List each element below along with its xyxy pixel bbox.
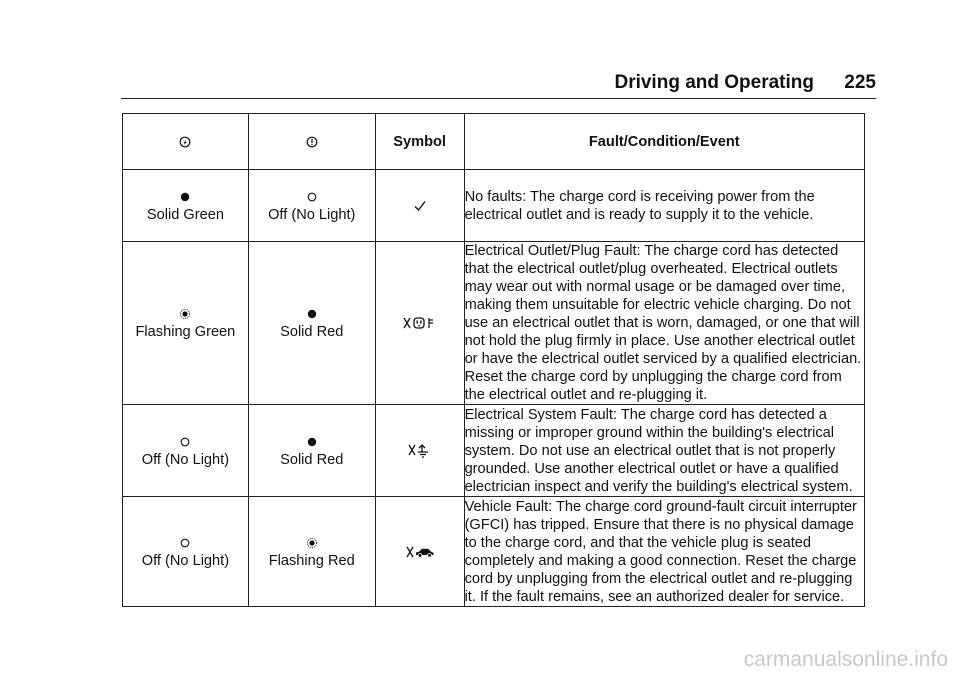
solid-light-icon (180, 192, 190, 202)
fault-indicator-table (122, 113, 865, 607)
power-indicator-icon (179, 136, 191, 148)
page-number: 225 (844, 72, 876, 93)
indicator2-cell (248, 497, 375, 607)
flashing-light-icon (306, 537, 318, 549)
column-header-power (123, 114, 249, 170)
indicator2-label: Flashing Red (268, 552, 355, 569)
column-header-fault (248, 114, 375, 170)
off-light-icon (180, 437, 190, 447)
indicator1-label: Flashing Green (135, 324, 236, 340)
checkmark-icon (413, 199, 427, 213)
description-cell: Electrical Outlet/Plug Fault: The charge cord has detected that the electrical outlet/plug overheated. Electrical outlets may wear out with normal usage or be damaged over time, making them unsuitable for electric vehicle charging. Do not use an electrical outlet that is worn, damaged, or one that will not hold the plug firmly in place. Use another electrical outlet or have the electrical outlet serviced by a qualified electrician. Reset the charge cord by unplugging the charge cord from the electrical outlet and re-plugging it. (464, 242, 864, 405)
indicator1-label: Off (No Light) (141, 451, 230, 468)
indicator1-cell (123, 170, 249, 242)
table-row (123, 497, 865, 607)
table-row (123, 170, 865, 242)
table-row (123, 242, 865, 405)
indicator2-cell (248, 405, 375, 497)
symbol-cell (375, 405, 464, 497)
flashing-light-icon (179, 308, 191, 320)
symbol-cell (375, 497, 464, 607)
indicator2-cell (248, 170, 375, 242)
description-cell: Electrical System Fault: The charge cord has detected a missing or improper ground within the building's electrical system. Do not use an electrical outlet that is not properly grounded. Use another electrical outlet or have a qualified electrician inspect and verify the building's electrical system. (464, 405, 864, 497)
indicator1-cell (123, 405, 249, 497)
symbol-cell (375, 170, 464, 242)
indicator1-label: Off (No Light) (141, 552, 230, 569)
indicator1-cell (123, 242, 249, 405)
off-light-icon (307, 192, 317, 202)
outlet-plug-fault-icon (402, 316, 438, 330)
solid-light-icon (307, 437, 317, 447)
indicator2-label: Solid Red (280, 451, 344, 468)
description-cell: No faults: The charge cord is receiving power from the electrical outlet and is ready to supply it to the vehicle. (464, 170, 864, 242)
column-header-symbol: Symbol (375, 114, 464, 170)
indicator2-label: Solid Red (280, 324, 344, 340)
fault-indicator-icon (306, 136, 318, 148)
section-title: Driving and Operating (614, 72, 814, 93)
solid-light-icon (307, 309, 317, 319)
indicator2-cell (248, 242, 375, 405)
indicator1-cell (123, 497, 249, 607)
indicator1-label: Solid Green (146, 206, 224, 223)
column-header-fault-condition: Fault/Condition/Event (464, 114, 864, 170)
table-header-row (123, 114, 865, 170)
page-header (121, 70, 876, 99)
table-row (123, 405, 865, 497)
indicator2-label: Off (No Light) (268, 206, 356, 223)
vehicle-fault-icon (405, 545, 435, 559)
watermark: carmanualsonline.info (743, 648, 948, 671)
symbol-cell (375, 242, 464, 405)
ground-fault-icon (407, 443, 433, 459)
description-cell: Vehicle Fault: The charge cord ground-fault circuit interrupter (GFCI) has tripped. Ensure that there is no physical damage to the charge cord, and that the vehicle plug is seated completely and making a good connection. Reset the charge cord by unplugging from the electrical outlet and re-plugging it. If the fault remains, see an authorized dealer for service. (464, 497, 864, 607)
off-light-icon (180, 538, 190, 548)
